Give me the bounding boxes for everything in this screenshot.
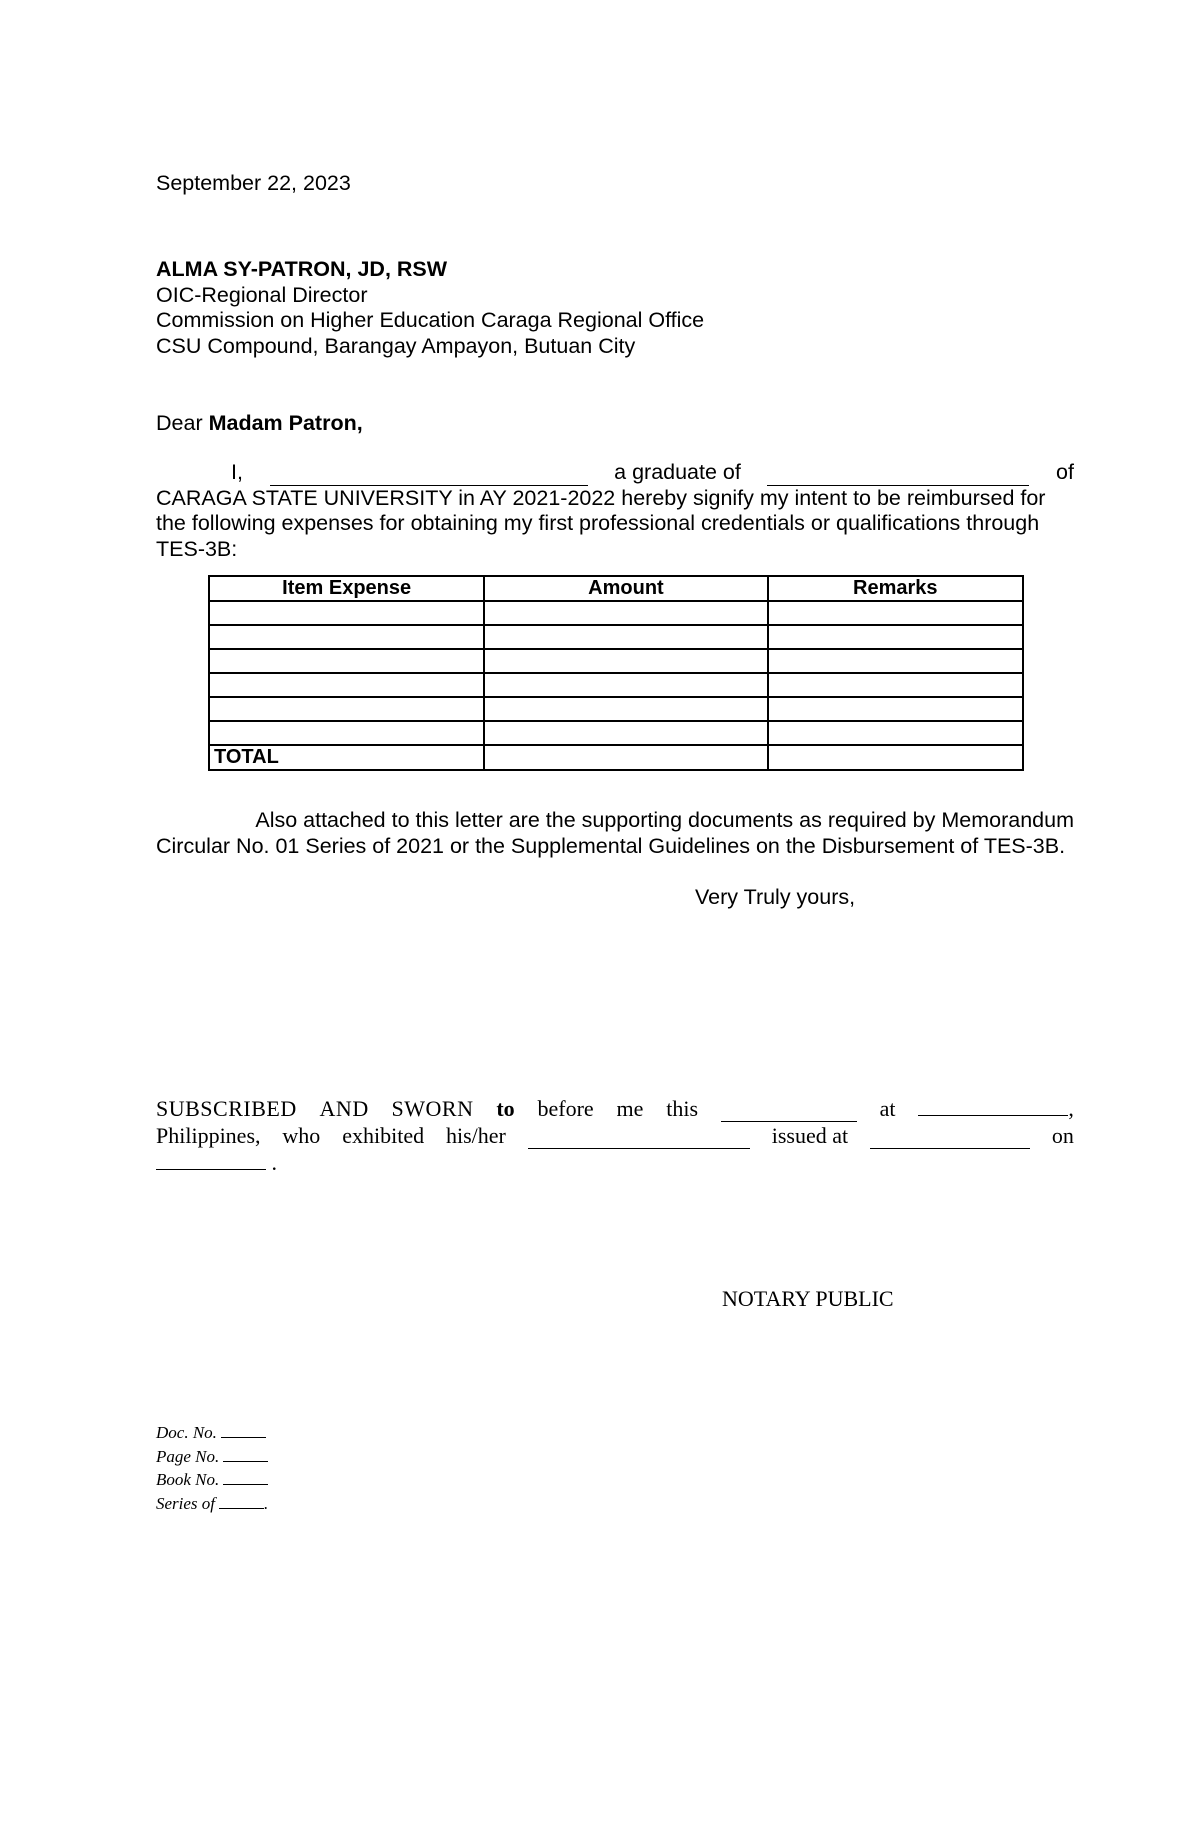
table-cell[interactable]: [768, 721, 1023, 745]
page-no: Page No.: [156, 1445, 268, 1469]
table-cell[interactable]: [209, 697, 484, 721]
table-row: [209, 697, 1023, 721]
attachment-line-1: Also attached to this letter are the supporting documents as required by Memorandum: [255, 808, 1074, 832]
date-blank: [721, 1102, 857, 1122]
table-row: [209, 649, 1023, 673]
recipient-office: Commission on Higher Education Caraga Regional Office: [156, 308, 705, 332]
table-cell[interactable]: [484, 649, 767, 673]
table-row: [209, 673, 1023, 697]
body-i: I,: [231, 460, 243, 484]
table-total-row: [209, 745, 1023, 770]
table-row: [209, 625, 1023, 649]
doc-no: Doc. No.: [156, 1421, 268, 1445]
table-cell[interactable]: [484, 673, 767, 697]
body-line-1: [156, 460, 1074, 486]
table-cell[interactable]: [209, 649, 484, 673]
header-item-expense: Item Expense: [209, 576, 484, 601]
jurat-paragraph: [156, 1095, 1074, 1176]
header-amount: Amount: [484, 576, 767, 601]
total-remarks-cell[interactable]: [768, 745, 1023, 770]
closing: Very Truly yours,: [695, 885, 856, 909]
table-cell[interactable]: [209, 601, 484, 625]
body-line-3: the following expenses for obtaining my first professional credentials or qualifications through: [156, 511, 1040, 535]
body-graduate-of: a graduate of: [614, 460, 741, 484]
doc-info-block: [156, 1421, 268, 1515]
table-cell[interactable]: [768, 649, 1023, 673]
attachment-paragraph: [156, 808, 1074, 859]
recipient-block: [156, 257, 704, 359]
table-cell[interactable]: [768, 673, 1023, 697]
place-blank: [918, 1096, 1068, 1116]
table-cell[interactable]: [768, 697, 1023, 721]
recipient-name: ALMA SY-PATRON, JD, RSW: [156, 257, 448, 281]
table-cell[interactable]: [768, 601, 1023, 625]
total-amount-cell[interactable]: [484, 745, 767, 770]
course-blank: [767, 466, 1029, 486]
table-cell[interactable]: [209, 721, 484, 745]
table-cell[interactable]: [209, 673, 484, 697]
id-blank: [528, 1129, 750, 1149]
letter-date: September 22, 2023: [156, 171, 351, 195]
jurat-line-3: .: [156, 1149, 1074, 1176]
salutation-name: Madam Patron,: [208, 411, 363, 435]
table-cell[interactable]: [484, 721, 767, 745]
expense-table: [208, 575, 1024, 771]
body-line-2: CARAGA STATE UNIVERSITY in AY 2021-2022 hereby signify my intent to be reimbursed for: [156, 485, 1046, 510]
recipient-title: OIC-Regional Director: [156, 282, 368, 307]
header-remarks: Remarks: [768, 576, 1023, 601]
table-row: [209, 721, 1023, 745]
recipient-address: CSU Compound, Barangay Ampayon, Butuan City: [156, 333, 636, 358]
notary-public-label: NOTARY PUBLIC: [722, 1286, 894, 1311]
table-cell[interactable]: [484, 697, 767, 721]
name-blank: [270, 466, 588, 486]
book-no: Book No.: [156, 1468, 268, 1492]
series-of: Series of .: [156, 1493, 269, 1513]
issued-date-blank: [156, 1150, 266, 1170]
table-row: [209, 601, 1023, 625]
salutation: [156, 411, 363, 437]
jurat-line-2: Philippines, who exhibited his/her issued at on: [156, 1123, 1074, 1148]
jurat-line-1: SUBSCRIBED AND SWORN to before me this at ,: [156, 1096, 1074, 1121]
body-of: of: [1056, 460, 1074, 484]
attachment-line-2: Circular No. 01 Series of 2021 or the Supplemental Guidelines on the Disbursement of TES-3B.: [156, 833, 1066, 858]
table-header-row: [209, 576, 1023, 601]
table-cell[interactable]: [484, 625, 767, 649]
issued-place-blank: [870, 1129, 1030, 1149]
salutation-prefix: Dear: [156, 411, 209, 435]
table-cell[interactable]: [209, 625, 484, 649]
body-line-4: TES-3B:: [156, 536, 238, 561]
table-cell[interactable]: [484, 601, 767, 625]
total-label: TOTAL: [209, 745, 484, 770]
table-cell[interactable]: [768, 625, 1023, 649]
body-paragraph: [156, 460, 1074, 562]
